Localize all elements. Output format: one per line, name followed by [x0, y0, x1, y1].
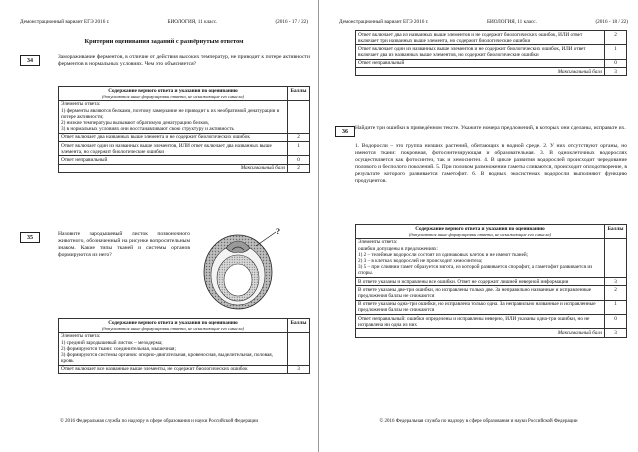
table-head [59, 319, 288, 333]
table-head-subtitle: (допускаются иные формулировки ответа, не искажающие его смысла) [408, 231, 552, 237]
question-34-text: Замораживание ферментов, в отличие от действия высоких температур, не приводит к потере активности ферментов в нормальных условиях. Чем это объясняется? [58, 54, 310, 68]
points-cell [288, 332, 310, 365]
criteria-row-text: Ответ включает два из названных выше элементов и не содержит биологических ошибок, ИЛИ ответ включает три названных выше элемента, но содержит биологические ошибки [356, 31, 605, 45]
max-score-label: Максимальный балл [356, 329, 605, 337]
max-score-label: Максимальный балл [59, 164, 288, 172]
question-number-34: 34 [20, 55, 40, 66]
criteria-row-text: Ответ включает два названных выше элемента и не содержит биологических ошибок [59, 133, 288, 141]
answer-line: 3) формируются системы органов: опорно-двигательная, кровеносная, выделительная, половая, кровь [61, 351, 273, 365]
criteria-row-points: 1 [605, 300, 627, 314]
q35-criteria-table [58, 318, 310, 374]
max-score-value: 3 [605, 329, 627, 337]
header-subject: БИОЛОГИЯ, 11 класс. [167, 19, 218, 25]
q36-criteria-table [355, 224, 627, 338]
answer-line: Элементы ответа: [61, 101, 101, 108]
criteria-row-points: 3 [605, 278, 627, 286]
header-title: Демонстрационный вариант ЕГЭ 2016 г. [339, 19, 429, 25]
question-number-36: 36 [335, 126, 355, 137]
answer-line: 2) 3 – в клетках водорослей не происходит хемосинтеза; [358, 257, 483, 264]
criteria-row-points: 1 [288, 142, 310, 156]
answer-line: 2) низкие температуры вызывают обратимую денатурацию белков, [61, 119, 209, 126]
answer-elements [59, 100, 288, 133]
answer-line: 1) 2 – телейные водоросли состоят из одинаковых клеток и не имеют тканей; [358, 251, 529, 258]
header-page-number: (2016 - 17 / 22) [275, 19, 308, 25]
criteria-row-text: Ответ неправильный: ошибки определены и исправлены неверно, ИЛИ указаны одна-три ошибки, но не исправлена ни одна из них [356, 315, 605, 329]
header-subject: БИОЛОГИЯ, 11 класс. [487, 19, 537, 25]
figure-question-mark: ? [276, 227, 280, 236]
criteria-row-points: 1 [605, 45, 627, 59]
page-header [20, 19, 308, 25]
table-head-title: Содержание верного ответа и указания по оцениванию [108, 87, 238, 94]
criteria-row-points: 0 [605, 59, 627, 67]
table-head-title: Содержание верного ответа и указания по оцениванию [415, 225, 545, 232]
question-36-text: 1. Водоросли – это группа низших растений, обитающих в водной среде. 2. У них отсутствуют органы, но имеются ткани: покровная, фотосинтезирующая и образовательная. 3. В одноклеточных водорослях осуществляется как фотосинтез, так и хемосинтез. 4. В цикле развития водорослей происходит чередование полового и бесполого поколений. 5. При половом размножении гаметы сливаются, происходит оплодотворение, в результате которого развивается гаметофит. 6. В водных экосистемах водоросли выполняют функцию продуцентов. [355, 143, 627, 184]
table-head-title: Содержание верного ответа и указания по оцениванию [108, 319, 238, 326]
question-36-prompt: Найдите три ошибки в приведённом тексте. Укажите номера предложений, в которых они сделаны, исправьте их. [355, 125, 626, 131]
answer-line: Элементы ответа: [61, 333, 101, 340]
points-head: Баллы [605, 225, 627, 239]
table-head-subtitle: (допускаются иные формулировки ответа, не искажающие его смысла) [101, 93, 245, 99]
answer-line: Элементы ответа: [358, 239, 398, 246]
points-cell [288, 100, 310, 133]
embryo-figure [196, 226, 288, 312]
page-header [339, 19, 628, 25]
q35-criteria-table-continued [355, 30, 627, 76]
answer-elements [356, 238, 605, 277]
criteria-row-text: Ответ неправильный [59, 156, 288, 164]
answer-line: 1) средний зародышевый листок – мезодерма; [61, 339, 163, 346]
right-page [319, 0, 638, 452]
max-score-value: 3 [605, 68, 627, 76]
answer-line: 1) ферменты являются белками, поэтому замерзание не приводит к их необратимой денатурации и потере активности; [61, 107, 280, 120]
criteria-row-points: 0 [288, 156, 310, 164]
q34-criteria-table [58, 86, 310, 173]
answer-line: 3) в нормальных условиях они восстанавливают свою структуру и активность [61, 126, 234, 133]
answer-line: 2) формируются ткани: соединительная, мышечная; [61, 345, 176, 352]
page-footer: © 2016 Федеральная служба по надзору в сфере образования и науки Российской Федерации [59, 419, 259, 424]
criteria-row-text: Ответ включает один из названных выше элементов, ИЛИ ответ включает два названных выше элемента, но содержит биологические ошибки [59, 142, 288, 156]
points-head: Баллы [288, 87, 310, 101]
max-score-label: Максимальный балл [356, 68, 605, 76]
points-cell [605, 238, 627, 277]
table-head [59, 87, 288, 101]
page-footer: © 2016 Федеральная служба по надзору в сфере образования и науки Российской Федерации [379, 419, 578, 424]
header-title: Демонстрационный вариант ЕГЭ 2016 г. [20, 19, 110, 25]
criteria-row-points: 2 [605, 31, 627, 45]
max-score-value: 2 [288, 164, 310, 172]
criteria-row-text: Ответ включает все названные выше элементы, не содержит биологических ошибок [59, 365, 288, 373]
question-35-text: Назовите зародышевый листок позвоночного животного, обозначенный на рисунке вопросительным знаком. Какие типы тканей и системы органов формируются из него? [58, 231, 190, 259]
table-head [356, 225, 605, 239]
answer-line: ошибки допущены в предложениях: [358, 245, 438, 252]
criteria-row-text: В ответе указаны две-три ошибки, но исправлены только две. За неправильно названные и исправленные предложения баллы не снижаются [356, 286, 605, 300]
criteria-row-text: Ответ неправильный [356, 59, 605, 67]
criteria-row-points: 2 [288, 133, 310, 141]
criteria-row-points: 0 [605, 315, 627, 329]
criteria-row-points: 3 [288, 365, 310, 373]
header-page-number: (2016 - 18 / 22) [595, 19, 628, 25]
criteria-row-points: 2 [605, 286, 627, 300]
question-number-35: 35 [20, 232, 40, 243]
points-head: Баллы [288, 319, 310, 333]
criteria-title: Критерии оценивания заданий с развёрнутым ответом [84, 38, 244, 45]
criteria-row-text: В ответе указаны одна-три ошибки, но исправлена только одна. За неправильно названные и исправленные предложения баллы не снижаются [356, 300, 605, 314]
answer-elements [59, 332, 288, 365]
answer-line: 3) 5 – при слиянии гамет образуется зигота, из которой развивается спорофит, а гаметофит развивается из споры. [358, 264, 593, 277]
criteria-row-text: Ответ включает один из названных выше элементов и не содержит биологических ошибок, ИЛИ ответ включает два из названных выше элементов, но содержит биологические ошибки [356, 45, 605, 59]
criteria-row-text: В ответе указаны и исправлены все ошибки. Ответ не содержит лишней неверной информации [356, 278, 605, 286]
table-head-subtitle: (допускаются иные формулировки ответа, не искажающие его смысла) [101, 325, 245, 331]
